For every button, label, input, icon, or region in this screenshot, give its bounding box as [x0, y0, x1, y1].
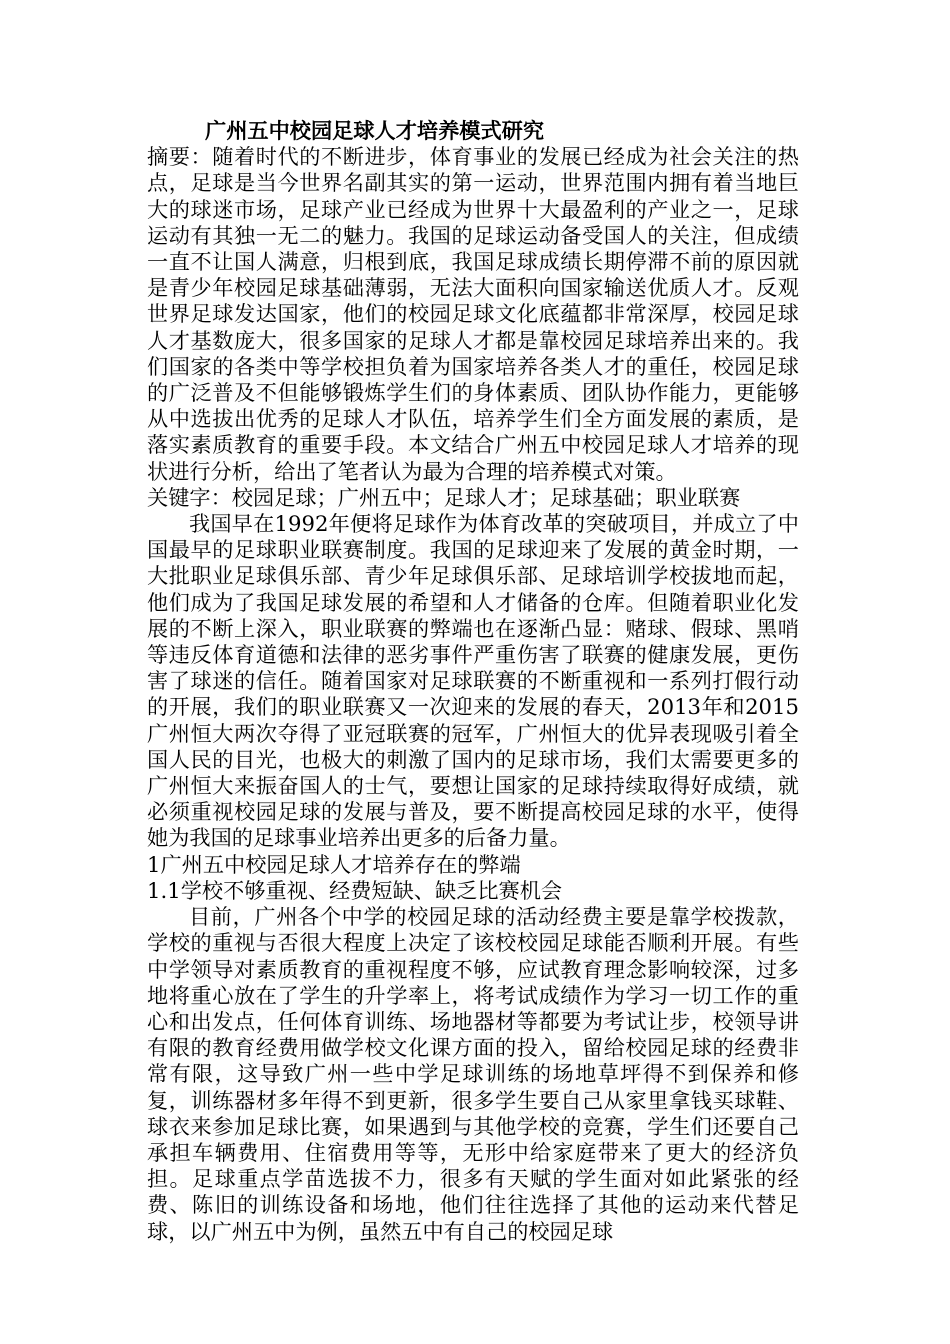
- document-page: [147, 118, 799, 1245]
- subsection-heading: 1.1学校不够重视、经费短缺、缺乏比赛机会: [147, 877, 563, 903]
- section-heading: 1广州五中校园足球人才培养存在的弊端: [147, 851, 521, 877]
- abstract-paragraph: 摘要：随着时代的不断进步，体育事业的发展已经成为社会关注的热点，足球是当今世界名副其实的第一运动，世界范围内拥有着当地巨大的球迷市场，足球产业已经成为世界十大最盈利的产业之一，足球运动有其独一无二的魅力。我国的足球运动备受国人的关注，但成绩一直不让国人满意，归根到底，我国足球成绩长期停滞不前的原因就是青少年校园足球基础薄弱，无法大面积向国家输送优质人才。反观世界足球发达国家，他们的校园足球文化底蕴都非常深厚，校园足球人才基数庞大，很多国家的足球人才都是靠校园足球培养出来的。我们国家的各类中等学校担负着为国家培养各类人才的重任，校园足球的广泛普及不但能够锻炼学生们的身体素质、团队协作能力，更能够从中选拔出优秀的足球人才队伍，培养学生们全方面发展的素质，是落实素质教育的重要手段。本文结合广州五中校园足球人才培养的现状进行分析，给出了笔者认为最为合理的培养模式对策。: [147, 144, 799, 484]
- intro-paragraph: 我国早在1992年便将足球作为体育改革的突破项目，并成立了中国最早的足球职业联赛制度。我国的足球迎来了发展的黄金时期，一大批职业足球俱乐部、青少年足球俱乐部、足球培训学校拔地而起，他们成为了我国足球发展的希望和人才储备的仓库。但随着职业化发展的不断上深入，职业联赛的弊端也在逐渐凸显：赌球、假球、黑哨等违反体育道德和法律的恶劣事件严重伤害了联赛的健康发展，更伤害了球迷的信任。随着国家对足球联赛的不断重视和一系列打假行动的开展，我们的职业联赛又一次迎来的发展的春天，2013年和2015广州恒大两次夺得了亚冠联赛的冠军，广州恒大的优异表现吸引着全国人民的目光，也极大的刺激了国内的足球市场，我们太需要更多的广州恒大来振奋国人的士气，要想让国家的足球持续取得好成绩，就必须重视校园足球的发展与普及，要不断提高校园足球的水平，使得她为我国的足球事业培养出更多的后备力量。: [147, 511, 799, 851]
- body-paragraph: 目前，广州各个中学的校园足球的活动经费主要是靠学校拨款，学校的重视与否很大程度上决定了该校校园足球能否顺利开展。有些中学领导对素质教育的重视程度不够，应试教育理念影响较深，过多地将重心放在了学生的升学率上，将考试成绩作为学习一切工作的重心和出发点，任何体育训练、场地器材等都要为考试让步，校领导讲有限的教育经费用做学校文化课方面的投入，留给校园足球的经费非常有限，这导致广州一些中学足球训练的场地草坪得不到保养和修复，训练器材多年得不到更新，很多学生要自己从家里拿钱买球鞋、球衣来参加足球比赛，如果遇到与其他学校的竞赛，学生们还要自己承担车辆费用、住宿费用等等，无形中给家庭带来了更大的经济负担。足球重点学苗选拔不力，很多有天赋的学生面对如此紧张的经费、陈旧的训练设备和场地，他们往往选择了其他的运动来代替足球，以广州五中为例，虽然五中有自己的校园足球: [147, 904, 799, 1244]
- keywords-line: 关键字：校园足球；广州五中；足球人才；足球基础；职业联赛: [147, 484, 741, 510]
- document-title: 广州五中校园足球人才培养模式研究: [205, 118, 545, 143]
